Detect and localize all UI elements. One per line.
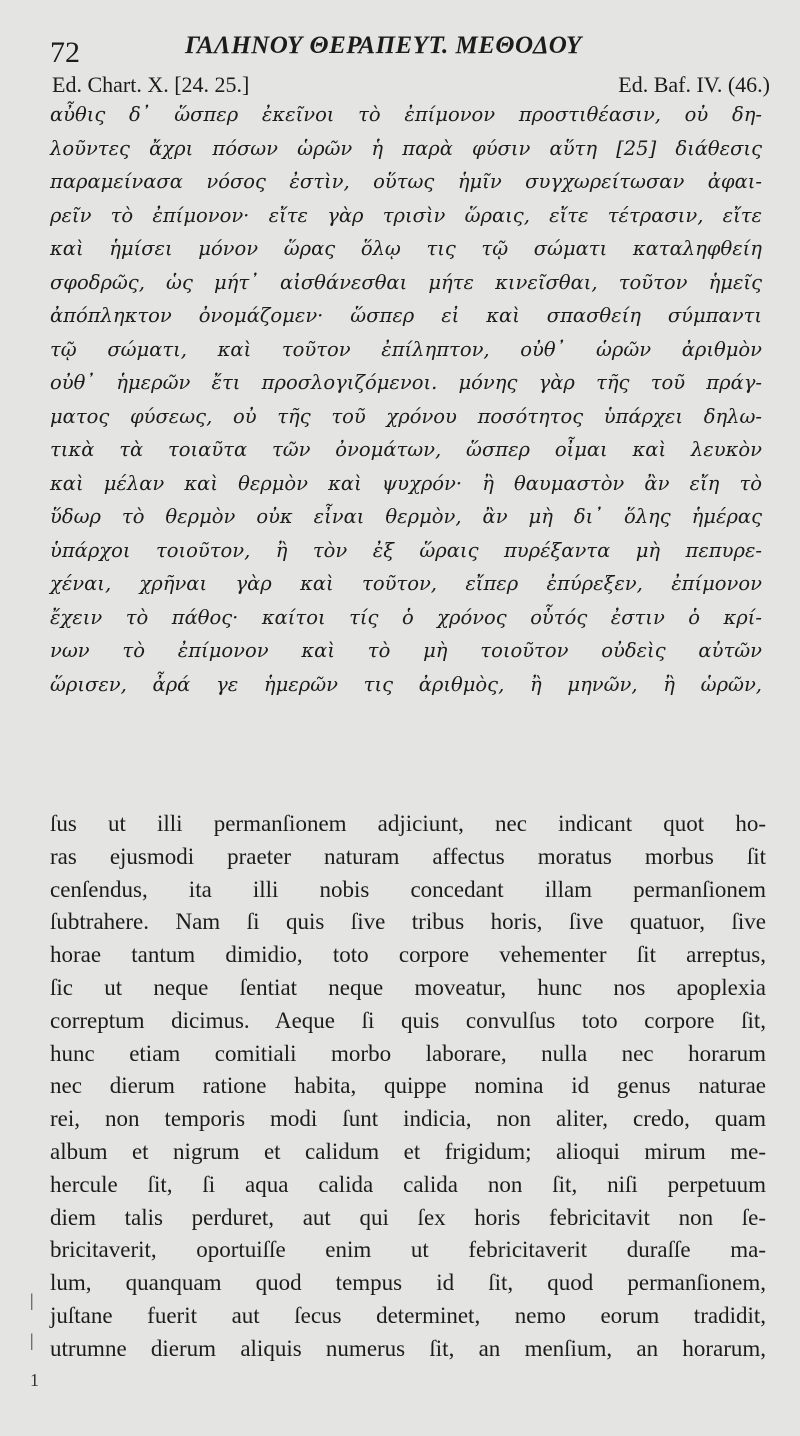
latin-text-line: juſtane fuerit aut ſecus determinet, nemo eorum tradidit, bbox=[50, 1302, 766, 1328]
latin-text-line: ſus ut illi permanſionem adjiciunt, nec indicant quot ho- bbox=[50, 811, 766, 836]
edition-basel-reference: Ed. Baf. IV. (46.) bbox=[618, 72, 770, 97]
latin-text-line: rei, non temporis modi ſunt indicia, non aliter, credo, quam bbox=[50, 1106, 766, 1132]
greek-text-line: σφοδρῶς, ὡς μήτ᾿ αἰσθάνεσθαι μήτε κινεῖσθαι, τοῦτον ἡμεῖς bbox=[50, 270, 762, 294]
latin-text-line: bricitaverit, oportuiſſe enim ut febricitaverit duraſſe ma- bbox=[50, 1237, 766, 1263]
latin-text-line: horae tantum dimidio, toto corpore vehementer ſit arreptus, bbox=[50, 942, 766, 968]
latin-text-line: cenſendus, ita illi nobis concedant illam permanſionem bbox=[50, 876, 766, 902]
latin-text-line: utrumne dierum aliquis numerus ſit, an menſium, an horarum, bbox=[50, 1335, 766, 1361]
greek-text-line: καὶ ἡμίσει μόνον ὥρας ὅλῳ τις τῷ σώματι καταληφθείη bbox=[50, 237, 762, 260]
latin-text-line: ſubtrahere. Nam ſi quis ſive tribus horis, ſive quatuor, ſive bbox=[50, 909, 766, 935]
greek-text-line: τικὰ τὰ τοιαῦτα τῶν ὀνομάτων, ὥσπερ οἶμαι καὶ λευκὸν bbox=[50, 438, 762, 461]
edition-chartier-reference: Ed. Chart. X. [24. 25.] bbox=[52, 72, 250, 97]
latin-text-line: hercule ſit, ſi aqua calida calida non ſit, niſi perpetuum bbox=[50, 1171, 766, 1197]
greek-text-line: ἀπόπληκτον ὀνομάζομεν· ὥσπερ εἰ καὶ σπασθείη σύμπαντι bbox=[50, 304, 762, 327]
latin-text-line: nec dierum ratione habita, quippe nomina id genus naturae bbox=[50, 1073, 766, 1099]
latin-text-line: hunc etiam comitiali morbo laborare, nulla nec horarum bbox=[50, 1040, 766, 1066]
greek-text-line: παραμείνασα νόσος ἐστὶν, οὕτως ἡμῖν συγχωρείτωσαν ἀφαι- bbox=[50, 170, 762, 193]
greek-text-line: ρεῖν τὸ ἐπίμονον· εἴτε γὰρ τρισὶν ὥραις, εἴτε τέτρασιν, εἴτε bbox=[50, 203, 762, 227]
page-number: 72 bbox=[50, 36, 80, 69]
latin-text-line: diem talis perduret, aut qui ſex horis febricitavit non ſe- bbox=[50, 1204, 766, 1230]
greek-text-line: οὐθ᾿ ἡμερῶν ἔτι προσλογιζόμενοι. μόνης γὰρ τῆς τοῦ πράγ- bbox=[50, 371, 762, 394]
margin-mark: 1 bbox=[30, 1370, 39, 1390]
margin-mark: | bbox=[30, 1330, 34, 1350]
greek-text-line: ματος φύσεως, οὐ τῆς τοῦ χρόνου ποσότητος ὑπάρχει δηλω- bbox=[50, 404, 762, 428]
greek-text-line: καὶ μέλαν καὶ θερμὸν καὶ ψυχρόν· ἢ θαυμαστὸν ἂν εἴη τὸ bbox=[50, 471, 762, 495]
latin-text-line: correptum dicimus. Aeque ſi quis convulſus toto corpore ſit, bbox=[50, 1007, 766, 1033]
latin-text-line: album et nigrum et calidum et frigidum; alioqui mirum me- bbox=[50, 1138, 766, 1164]
margin-mark: | bbox=[30, 1290, 34, 1310]
greek-text-line: αὖθις δ᾿ ὥσπερ ἐκεῖνοι τὸ ἐπίμονον προστιθέασιν, οὐ δη- bbox=[50, 103, 762, 126]
margin-marks bbox=[30, 1290, 42, 1410]
greek-text-line: ὑπάρχοι τοιοῦτον, ἢ τὸν ἐξ ὥραις πυρέξαντα μὴ πεπυρε- bbox=[50, 538, 762, 562]
running-head bbox=[0, 28, 800, 68]
greek-text-line: νων τὸ ἐπίμονον καὶ τὸ μὴ τοιοῦτον οὐδεὶς αὐτῶν bbox=[50, 639, 762, 662]
latin-text-line: lum, quanquam quod tempus id ſit, quod permanſionem, bbox=[50, 1270, 766, 1296]
greek-text-line: ἔχειν τὸ πάθος· καίτοι τίς ὁ χρόνος οὗτός ἐστιν ὁ κρί- bbox=[50, 605, 762, 629]
greek-text-line: ὕδωρ τὸ θερμὸν οὐκ εἶναι θερμὸν, ἂν μὴ δι᾿ ὅλης ἡμέρας bbox=[50, 505, 762, 528]
greek-text-line: τῷ σώματι, καὶ τοῦτον ἐπίληπτον, οὐθ᾿ ὡρῶν ἀριθμὸν bbox=[50, 337, 762, 361]
greek-text-line: ὥρισεν, ἆρά γε ἡμερῶν τις ἀριθμὸς, ἢ μηνῶν, ἢ ὡρῶν, bbox=[50, 672, 762, 696]
greek-text-block bbox=[50, 98, 762, 701]
running-title: ΓΑΛΗΝΟΥ ΘΕΡΑΠΕΥΤ. ΜΕΘΟΔΟΥ bbox=[185, 32, 582, 59]
greek-text-line: χέναι, χρῆναι γὰρ καὶ τοῦτον, εἴπερ ἐπύρεξεν, ἐπίμονον bbox=[50, 572, 762, 595]
latin-text-block bbox=[50, 808, 766, 1366]
latin-text-line: ſic ut neque ſentiat neque moveatur, hunc nos apoplexia bbox=[50, 974, 766, 1000]
latin-text-line: ras ejusmodi praeter naturam affectus moratus morbus ſit bbox=[50, 843, 766, 869]
greek-text-line: λοῦντες ἄχρι πόσων ὡρῶν ἡ παρὰ φύσιν αὕτη [25] διάθεσις bbox=[50, 136, 762, 160]
